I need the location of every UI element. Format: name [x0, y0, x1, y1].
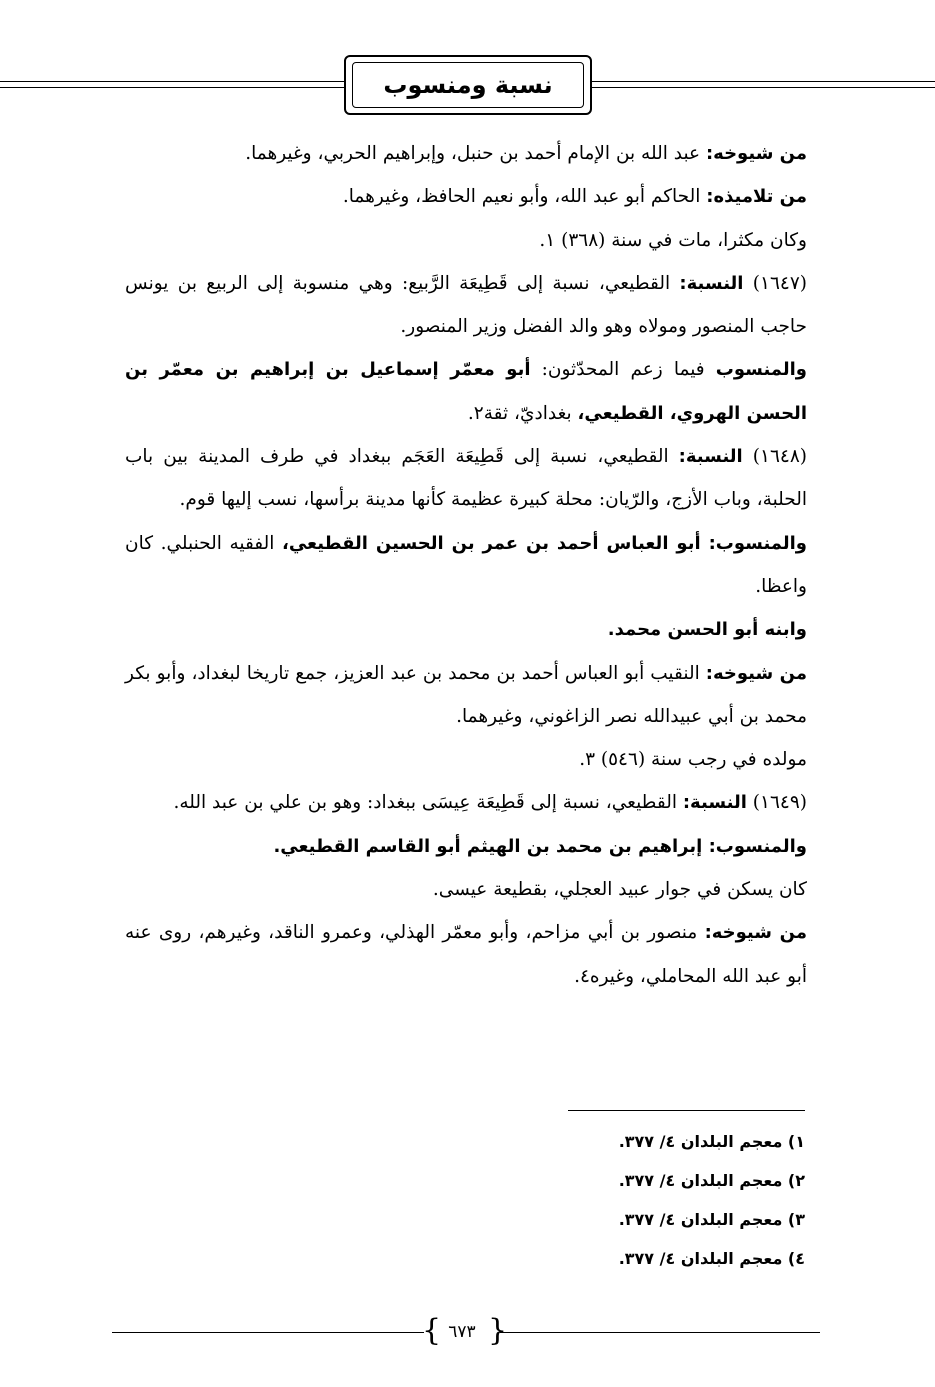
paragraph [125, 781, 807, 824]
header-rule-left-bottom [0, 87, 344, 88]
footnote: ٤) معجم البلدان ٤/ ٣٧٧. [618, 1249, 805, 1268]
text-run: كان يسكن في جوار عبيد العجلي، بقطيعة عيسى. [432, 879, 807, 901]
text-run: منصور بن أبي مزاحم، وأبو معمّر الهذلي، وعمرو الناقد، وغيرهم، روى عنه أبو عبد الله المحاملي، وغيره٤. [125, 922, 807, 987]
bold-text: والمنسوب: إبراهيم بن محمد بن الهيثم أبو القاسم القطيعي. [273, 835, 807, 857]
page-header [0, 55, 935, 119]
paragraph [125, 911, 807, 998]
header-rule-right-top [592, 81, 935, 82]
bold-text: النسبة: [682, 792, 747, 814]
text-run: وكان مكثرا، مات في سنة (٣٦٨) ١. [539, 229, 807, 251]
bold-text: أبو معمّر إسماعيل بن إبراهيم بن معمّر بن الحسن الهروي، القطيعي، [125, 359, 807, 424]
paragraph [125, 652, 807, 739]
footer-rule-left [112, 1332, 424, 1333]
text-run: بغداديّ، ثقة٢. [467, 402, 578, 424]
paragraph [125, 132, 807, 175]
text-run: (١٦٤٨) [742, 446, 807, 468]
paragraph [125, 738, 807, 781]
footnote-separator [568, 1110, 805, 1111]
bold-text: من شيوخه: [705, 143, 807, 164]
text-run: القطيعي، نسبة إلى قَطِيعَة العَجَم ببغداد في طرف المدينة بين باب الحلبة، وباب الأزج، والرّيان: محلة كبيرة عظيمة كأنها مدينة برأسها، نسب إليها قوم. [125, 446, 807, 511]
bold-text: من شيوخه: [704, 922, 807, 944]
footnote: ٣) معجم البلدان ٤/ ٣٧٧. [618, 1210, 805, 1229]
bold-text: النسبة: [679, 272, 744, 294]
paragraph [125, 262, 807, 349]
header-rule-right-bottom [592, 87, 935, 88]
paragraph [125, 868, 807, 911]
text-run: الحاكم أبو عبد الله، وأبو نعيم الحافظ، وغيرهما. [342, 186, 707, 208]
bold-text: والمنسوب: أبو العباس أحمد بن عمر بن الحسين القطيعي، [282, 532, 807, 554]
bold-text: وابنه أبو الحسن محمد. [607, 619, 807, 641]
page-footer [0, 1312, 935, 1352]
paragraph [125, 175, 807, 218]
paragraph [125, 348, 807, 435]
brace-right-icon: } [488, 1313, 508, 1348]
paragraph [125, 825, 807, 868]
text-run: (١٦٤٧) [743, 272, 807, 294]
paragraph [125, 608, 807, 651]
text-run: مولده في رجب سنة (٥٤٦) ٣. [579, 749, 807, 771]
text-run: عبد الله بن الإمام أحمد بن حنبل، وإبراهيم الحربي، وغيرهما. [245, 143, 706, 164]
footer-rule-right [500, 1332, 820, 1333]
bold-text: والمنسوب [715, 359, 807, 381]
paragraph [125, 219, 807, 262]
page-number: ٦٧٣ [448, 1322, 476, 1342]
body-text [125, 132, 807, 998]
title-frame [344, 55, 592, 115]
paragraph [125, 522, 807, 609]
bold-text: النسبة: [678, 446, 743, 468]
text-run: (١٦٤٩) [746, 792, 807, 814]
text-run: فيما زعم المحدّثون: [530, 359, 716, 381]
footnote: ١) معجم البلدان ٤/ ٣٧٧. [618, 1132, 805, 1151]
page-title: نسبة ومنسوب [352, 62, 584, 108]
bold-text: من شيوخه: [705, 662, 807, 684]
text-run: الفقيه الحنبلي. كان واعظا. [125, 532, 807, 597]
header-rule-left-top [0, 81, 344, 82]
text-run: القطيعي، نسبة إلى قَطِيعَة الرَّبيع: وهي منسوبة إلى الربيع بن يونس حاجب المنصور ومولاه وهو والد الفضل وزير المنصور. [125, 272, 807, 338]
paragraph [125, 435, 807, 522]
footnote: ٢) معجم البلدان ٤/ ٣٧٧. [618, 1171, 805, 1190]
text-run: القطيعي، نسبة إلى قَطِيعَة عِيسَى ببغداد: وهو بن علي بن عبد الله. [173, 792, 683, 814]
footnotes [500, 1122, 805, 1278]
brace-left-icon: { [422, 1313, 442, 1348]
bold-text: من تلاميذه: [706, 186, 807, 208]
text-run: النقيب أبو العباس أحمد بن محمد بن عبد العزيز، جمع تاريخا لبغداد، وأبو بكر محمد بن أبي عبيدالله نصر الزاغوني، وغيرهما. [125, 662, 807, 727]
